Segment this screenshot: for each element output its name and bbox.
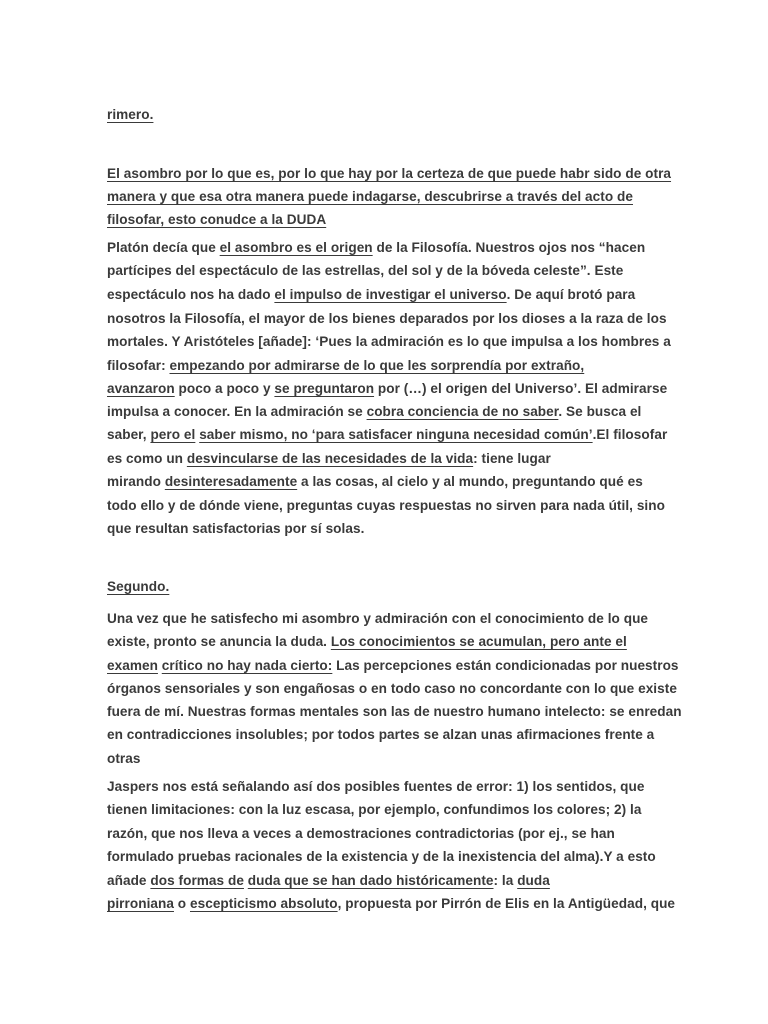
text-line (107, 450, 551, 468)
text-segment: que resultan satisfactorias por sí solas. (107, 521, 365, 536)
text-segment: a las cosas, al cielo y al mundo, preguntando qué es (297, 474, 643, 489)
underlined-text: el impulso de investigar el universo (274, 287, 507, 302)
underlined-text: rimero. (107, 107, 154, 122)
text-line (107, 333, 671, 351)
text-segment: : la (493, 873, 518, 888)
text-line (107, 239, 645, 257)
text-line (107, 497, 665, 515)
text-segment: saber, (107, 427, 151, 442)
text-line (107, 610, 648, 628)
text-line (107, 106, 153, 124)
text-segment: Platón decía que (107, 240, 220, 255)
text-line (107, 895, 675, 913)
text-line (107, 680, 677, 698)
text-segment: .El filosofar (592, 427, 668, 442)
underlined-text: examen (107, 658, 158, 673)
underlined-text: duda (517, 873, 550, 888)
text-segment: : tiene lugar (473, 451, 551, 466)
underlined-text: saber mismo, no ‘para satisfacer ninguna necesidad común’ (199, 427, 593, 442)
text-line (107, 778, 644, 796)
text-line (107, 165, 671, 183)
text-line (107, 848, 656, 866)
text-line (107, 726, 654, 744)
underlined-text: manera y que esa otra manera puede indagarse, descubrirse a través del acto de (107, 189, 633, 204)
underlined-text: escepticismo absoluto (189, 896, 338, 911)
text-segment: impulsa a conocer. En la admiración se (107, 404, 367, 419)
text-segment: en contradicciones insolubles; por todos partes se alzan unas afirmaciones frente a (107, 727, 655, 742)
underlined-text: dos formas de (150, 873, 244, 888)
text-line (107, 357, 584, 375)
text-line (107, 633, 627, 651)
text-segment: o (173, 896, 190, 911)
text-segment: de la Filosofía. Nuestros ojos nos “hacen (372, 240, 646, 255)
text-segment: órganos sensoriales y son engañosas o en todo caso no concordante con lo que existe (107, 681, 677, 696)
text-segment: fuera de mí. Nuestras formas mentales son las de nuestro humano intelecto: se enredan (107, 704, 682, 719)
text-segment: , propuesta por Pirrón de Elis en la Antigüedad, que (337, 896, 676, 911)
text-segment: partícipes del espectáculo de las estrellas, del sol y de la bóveda celeste”. Este (107, 263, 624, 278)
text-line (107, 188, 633, 206)
text-segment: poco a poco y (174, 381, 275, 396)
underlined-text: el asombro es el origen (219, 240, 373, 255)
text-line (107, 380, 667, 398)
text-segment: tienen limitaciones: con la luz escasa, por ejemplo, confundimos los colores; 2) la (107, 802, 642, 817)
text-line (107, 703, 682, 721)
text-line (107, 403, 641, 421)
text-segment: existe, pronto se anuncia la duda. (107, 634, 331, 649)
underlined-text: desvincularse de las necesidades de la vida (186, 451, 474, 466)
text-segment: Las percepciones están condicionadas por nuestros (332, 658, 679, 673)
underlined-text: Segundo. (107, 579, 170, 594)
text-line (107, 262, 623, 280)
underlined-text: cobra conciencia de no saber (366, 404, 559, 419)
text-segment: añade (107, 873, 151, 888)
underlined-text: filosofar, esto conudce a la DUDA (107, 212, 327, 227)
text-segment: otras (107, 751, 141, 766)
text-segment: Jaspers nos está señalando así dos posibles fuentes de error: 1) los sentidos, que (107, 779, 645, 794)
text-line (107, 801, 641, 819)
underlined-text: Los conocimientos se acumulan, pero ante el (330, 634, 627, 649)
text-segment: filosofar: (107, 358, 170, 373)
underlined-text: pero el (150, 427, 196, 442)
text-segment: nosotros la Filosofía, el mayor de los bienes deparados por los dioses a la raza de los (107, 311, 667, 326)
text-line (107, 578, 169, 596)
text-segment: . De aquí brotó para (506, 287, 636, 302)
text-line (107, 473, 643, 491)
underlined-text: se preguntaron (274, 381, 375, 396)
text-segment: todo ello y de dónde viene, preguntas cuyas respuestas no sirven para nada útil, sino (107, 498, 665, 513)
text-line (107, 872, 550, 890)
text-line (107, 657, 679, 675)
text-segment: es como un (107, 451, 187, 466)
underlined-text: avanzaron (107, 381, 175, 396)
text-segment: formulado pruebas racionales de la existencia y de la inexistencia del alma).Y a esto (107, 849, 656, 864)
text-line (107, 520, 364, 538)
text-line (107, 211, 326, 229)
text-line (107, 750, 141, 768)
text-line (107, 310, 667, 328)
underlined-text: El asombro por lo que es, por lo que hay por la certeza de que puede habr sido de otra (107, 166, 672, 181)
underlined-text: crítico no hay nada cierto: (161, 658, 333, 673)
text-segment: . Se busca el (558, 404, 642, 419)
underlined-text: empezando por admirarse de lo que les sorprendía por extraño, (169, 358, 585, 373)
underlined-text: pirroniana (107, 896, 174, 911)
text-line (107, 426, 667, 444)
text-segment: mirando (107, 474, 165, 489)
text-line (107, 825, 615, 843)
text-segment: espectáculo nos ha dado (107, 287, 275, 302)
underlined-text: desinteresadamente (164, 474, 298, 489)
underlined-text: duda que se han dado históricamente (247, 873, 494, 888)
text-line (107, 286, 635, 304)
text-segment: mortales. Y Aristóteles [añade]: ‘Pues la admiración es lo que impulsa a los hombres a (107, 334, 671, 349)
text-segment: por (…) el origen del Universo’. El admirarse (374, 381, 668, 396)
text-segment: Una vez que he satisfecho mi asombro y admiración con el conocimiento de lo que (107, 611, 649, 626)
text-segment: razón, que nos lleva a veces a demostraciones contradictorias (por ej., se han (107, 826, 615, 841)
